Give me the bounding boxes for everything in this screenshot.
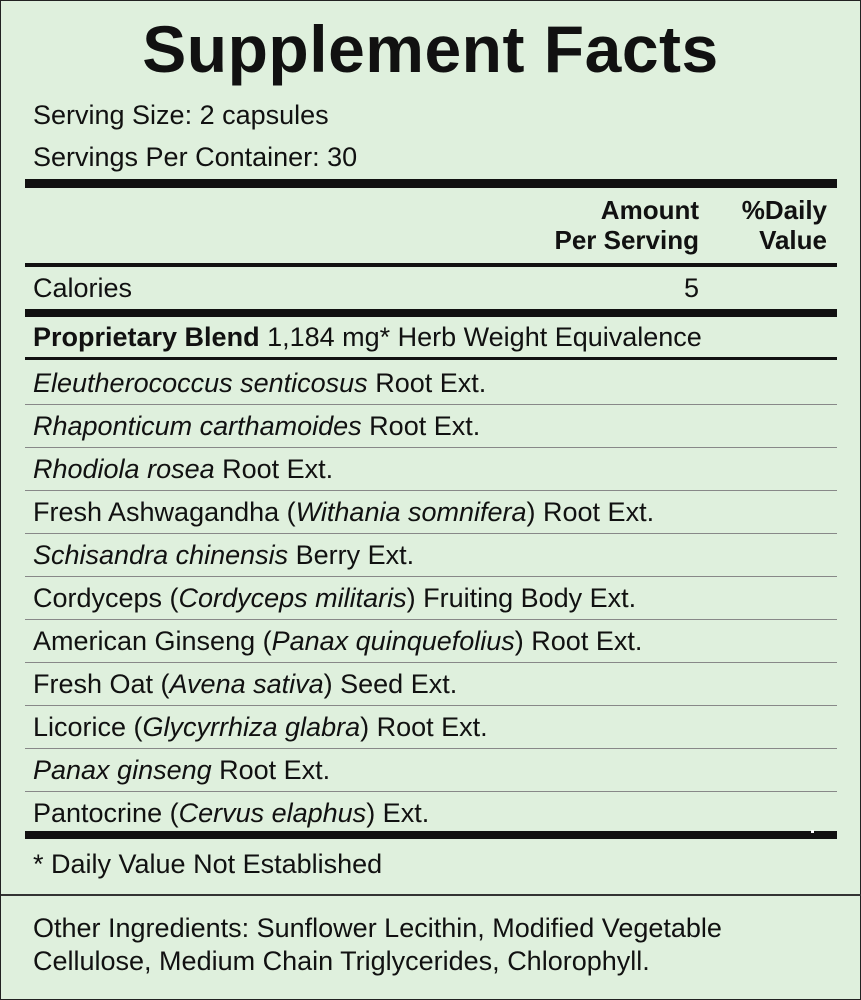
calories-value: 5 <box>683 273 699 303</box>
ingredient-row <box>33 367 486 399</box>
ingredient-row <box>33 797 429 829</box>
ingredient-botanical-name: Eleutherococcus senticosus <box>33 368 368 398</box>
ingredient-botanical-name: Cervus elaphus <box>178 798 367 828</box>
ingredient-part: Root Ext. <box>367 368 487 398</box>
amount-header-line2: Per Serving <box>554 225 699 255</box>
ingredient-botanical-name: Panax quinquefolius <box>271 626 515 656</box>
ingredient-botanical-name: Rhodiola rosea <box>33 454 215 484</box>
medium-rule-header <box>25 263 837 267</box>
ingredient-row <box>33 539 414 571</box>
proprietary-blend-row <box>33 321 702 353</box>
ingredient-common-name: Licorice ( <box>33 712 143 742</box>
ingredient-row <box>33 754 330 786</box>
ingredient-part: ) Root Ext. <box>526 497 655 527</box>
ingredient-row <box>33 453 333 485</box>
ingredient-row <box>33 582 636 614</box>
ingredient-part: Root Ext. <box>214 454 334 484</box>
ingredient-common-name: Fresh Ashwagandha ( <box>33 497 296 527</box>
ingredient-part: Root Ext. <box>211 755 331 785</box>
ingredient-divider <box>25 705 837 706</box>
other-ingredients-separator <box>1 894 861 896</box>
other-ingredients-line1: Other Ingredients: Sunflower Lecithin, Modified Vegetable <box>33 913 722 943</box>
ingredient-part: Berry Ext. <box>288 540 415 570</box>
ingredient-divider <box>25 533 837 534</box>
ingredient-common-name: American Ginseng ( <box>33 626 272 656</box>
ingredient-divider <box>25 748 837 749</box>
ingredient-botanical-name: Panax ginseng <box>33 755 212 785</box>
serving-size: Serving Size: 2 capsules <box>33 100 329 130</box>
ingredient-row <box>33 625 642 657</box>
ingredient-divider <box>25 791 837 792</box>
ingredient-botanical-name: Cordyceps militaris <box>178 583 407 613</box>
ingredient-row <box>33 410 480 442</box>
ingredient-divider <box>25 576 837 577</box>
ingredient-divider <box>25 490 837 491</box>
ingredient-common-name: Pantocrine ( <box>33 798 179 828</box>
ingredient-part: ) Root Ext. <box>514 626 643 656</box>
amount-per-serving-header <box>471 195 699 255</box>
other-ingredients <box>33 912 853 978</box>
ingredient-divider <box>25 619 837 620</box>
thick-rule-calories <box>25 309 837 317</box>
ingredient-botanical-name: Rhaponticum carthamoides <box>33 411 362 441</box>
footnote: * Daily Value Not Established <box>33 849 383 879</box>
ingredient-part: ) Root Ext. <box>360 712 488 742</box>
medium-rule-blend <box>25 357 837 360</box>
ingredient-botanical-name: Glycyrrhiza glabra <box>142 712 361 742</box>
ingredient-divider <box>25 447 837 448</box>
other-ingredients-line2: Cellulose, Medium Chain Triglycerides, Chlorophyll. <box>33 946 650 976</box>
panel-title: Supplement Facts <box>142 12 719 86</box>
ingredient-row <box>33 496 654 528</box>
servings-per-container: Servings Per Container: 30 <box>33 142 358 172</box>
thick-rule-bottom <box>25 831 837 839</box>
ingredient-part: ) Ext. <box>366 798 430 828</box>
ingredient-divider <box>25 662 837 663</box>
blend-name: Proprietary Blend <box>33 322 260 352</box>
ingredient-part: Root Ext. <box>361 411 481 441</box>
rule-speck <box>811 830 814 833</box>
ingredient-row <box>33 668 457 700</box>
dv-header-line2: Value <box>759 225 827 255</box>
ingredient-botanical-name: Avena sativa <box>169 669 324 699</box>
calories-label: Calories <box>33 273 133 303</box>
amount-header-line1: Amount <box>600 195 699 225</box>
ingredient-common-name: Cordyceps ( <box>33 583 179 613</box>
thick-rule-top <box>25 179 837 188</box>
blend-detail: 1,184 mg* Herb Weight Equivalence <box>259 322 702 352</box>
ingredient-common-name: Fresh Oat ( <box>33 669 170 699</box>
ingredient-row <box>33 711 488 743</box>
ingredient-part: ) Seed Ext. <box>323 669 458 699</box>
ingredient-botanical-name: Withania somnifera <box>295 497 527 527</box>
ingredient-botanical-name: Schisandra chinensis <box>33 540 289 570</box>
dv-header-line1: %Daily <box>741 195 827 225</box>
ingredient-part: ) Fruiting Body Ext. <box>406 583 637 613</box>
daily-value-header <box>701 195 827 255</box>
ingredient-divider <box>25 404 837 405</box>
